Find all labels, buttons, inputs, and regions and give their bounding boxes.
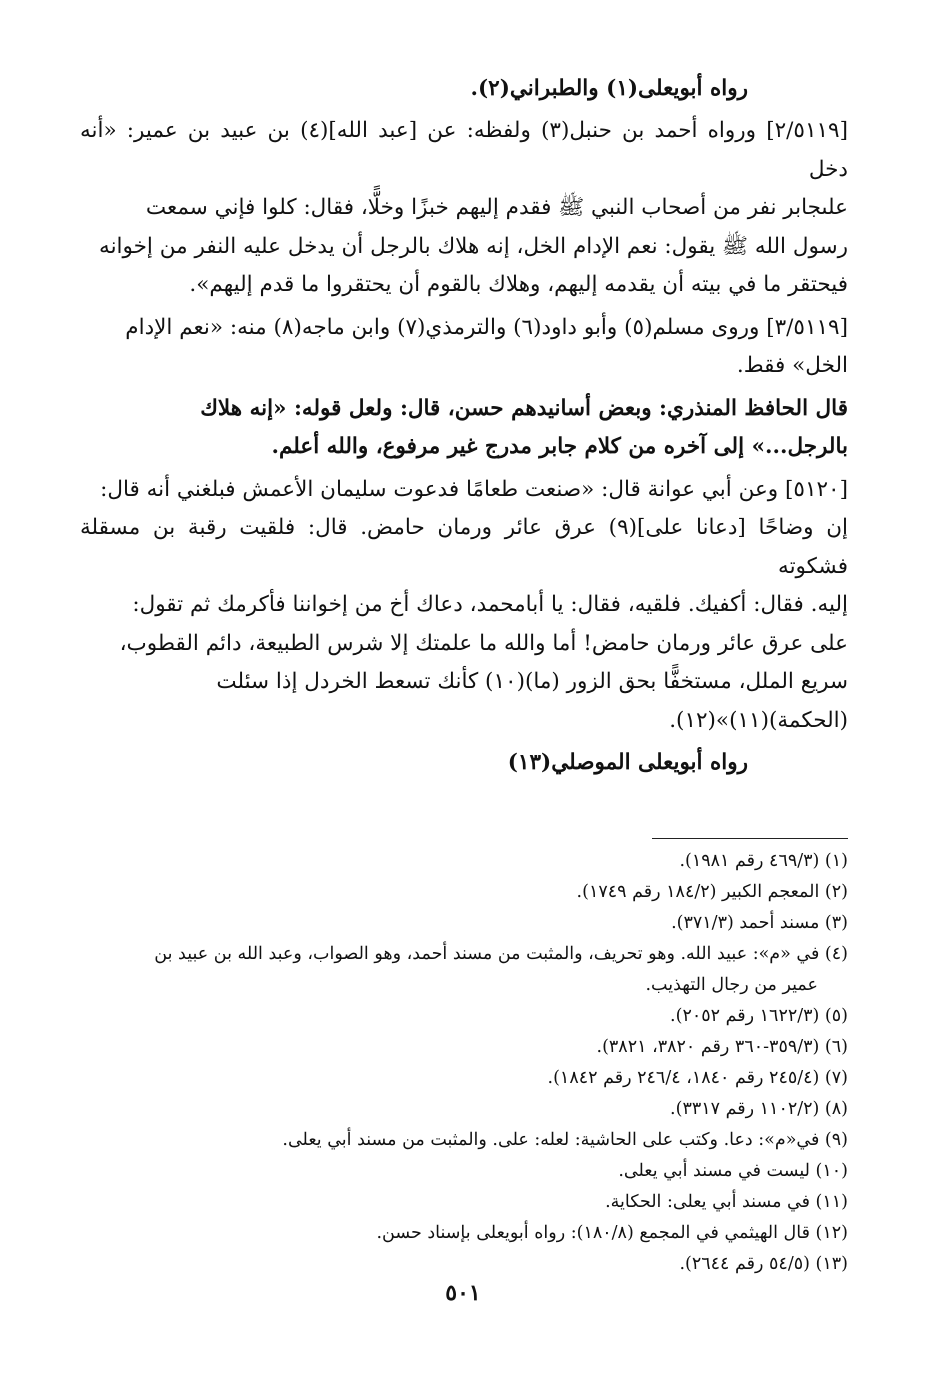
footnote: (٢) المعجم الكبير (١٨٤/٢ رقم ١٧٤٩). xyxy=(576,882,848,902)
hadith-line: [٣/٥١١٩] وروى مسلم(٥) وأبو داود(٦) والترمذي(٧) وابن ماجه(٨) منه: «نعم الإدام xyxy=(125,314,848,340)
narration-abu-yala-mawsili: رواه أبويعلى الموصلي(١٣) xyxy=(507,750,748,775)
footnote: (٩) في«م»: دعا. وكتب على الحاشية: لعله: على. والمثبت من مسند أبي يعلى. xyxy=(282,1130,848,1150)
footnote: (١٢) قال الهيثمي في المجمع (١٨٠/٨): رواه أبويعلى بإسناد حسن. xyxy=(376,1223,848,1243)
comment-line: بالرجل...» إلى آخره من كلام جابر مدرج غير مرفوع، والله أعلم. xyxy=(271,434,848,459)
hadith-line: على عرق عائر ورمان حامض! أما والله ما علمتك إلا شرس الطبيعة، دائم القطوب، xyxy=(119,630,848,656)
footnotes xyxy=(80,846,848,1280)
footnote: (٣) مسند أحمد (٣٧١/٣). xyxy=(671,913,848,933)
mundhiri-comment xyxy=(80,390,848,467)
page-number: ٥٠١ xyxy=(445,1280,481,1306)
hadith-5120 xyxy=(80,471,848,741)
footnote: (٦) (٣٥٩/٣-٣٦٠ رقم ٣٨٢٠، ٣٨٢١). xyxy=(596,1037,848,1057)
hadith-line: رسول الله ﷺ يقول: نعم الإدام الخل، إنه هلاك بالرجل أن يدخل عليه النفر من إخوانه xyxy=(99,233,848,259)
footnote-separator xyxy=(652,838,848,839)
hadith-line: إن وضاحًا [دعانا على](٩) عرق عائر ورمان حامض. قال: فلقيت رقبة بن مسقلة فشكوته xyxy=(80,515,848,579)
footnote: (٤) في «م»: عبيد الله. وهو تحريف، والمثبت من مسند أحمد، وهو الصواب، وعبد الله بن عبيد بن xyxy=(154,944,848,964)
footnote: (١) (٤٦٩/٣ رقم ١٩٨١). xyxy=(679,851,848,871)
narration-abu-yala: رواه أبويعلى(١) والطبراني(٢). xyxy=(470,76,748,101)
footnote: (٧) (٢٤٥/٤ رقم ١٨٤٠، ٢٤٦/٤ رقم ١٨٤٢). xyxy=(547,1068,848,1088)
footnote: (١٣) (٥٤/٥ رقم ٢٦٤٤). xyxy=(679,1254,848,1274)
page-body xyxy=(80,70,848,782)
hadith-line: علىجابر نفر من أصحاب النبي ﷺ فقدم إليهم خبزًا وخلًّا، فقال: كلوا فإني سمعت xyxy=(145,195,848,220)
comment-line: قال الحافظ المنذري: وبعض أسانيدهم حسن، قال: ولعل قوله: «إنه هلاك xyxy=(200,395,848,421)
footnote: (٥) (١٦٢٢/٣ رقم ٢٠٥٢). xyxy=(670,1006,848,1026)
hadith-line: (الحكمة)(١١)»(١٢). xyxy=(669,707,848,733)
footnote: (١٠) ليست في مسند أبي يعلى. xyxy=(618,1161,848,1181)
hadith-3-5119 xyxy=(80,309,848,386)
hadith-line: فيحتقر ما في بيته أن يقدمه إليهم، وهلاك بالقوم أن يحتقروا ما قدم إليهم». xyxy=(189,272,848,297)
hadith-line: الخل» فقط. xyxy=(736,353,848,378)
hadith-2-5119 xyxy=(80,112,848,305)
hadith-line: [٥١٢٠] وعن أبي عوانة قال: «صنعت طعامًا فدعوت سليمان الأعمش فبلغني أنه قال: xyxy=(100,476,848,502)
hadith-line: إليه. فقال: أكفيك. فلقيه، فقال: يا أبامحمد، دعاك أخ من إخواننا فأكرمك ثم تقول: xyxy=(132,592,848,617)
hadith-line: [٢/٥١١٩] ورواه أحمد بن حنبل(٣) ولفظه: عن [عبد الله](٤) بن عبيد بن عمير: «أنه دخل xyxy=(80,118,848,182)
hadith-line: سريع الملل، مستخفًّا بحق الزور (ما)(١٠) كأنك تسعط الخردل إذا سئلت xyxy=(216,669,848,694)
footnote-continuation: عمير من رجال التهذيب. xyxy=(645,975,818,995)
footnote: (٨) (١١٠٢/٢ رقم ٣٣١٧). xyxy=(670,1099,848,1119)
footnote: (١١) في مسند أبي يعلى: الحكاية. xyxy=(605,1192,848,1212)
